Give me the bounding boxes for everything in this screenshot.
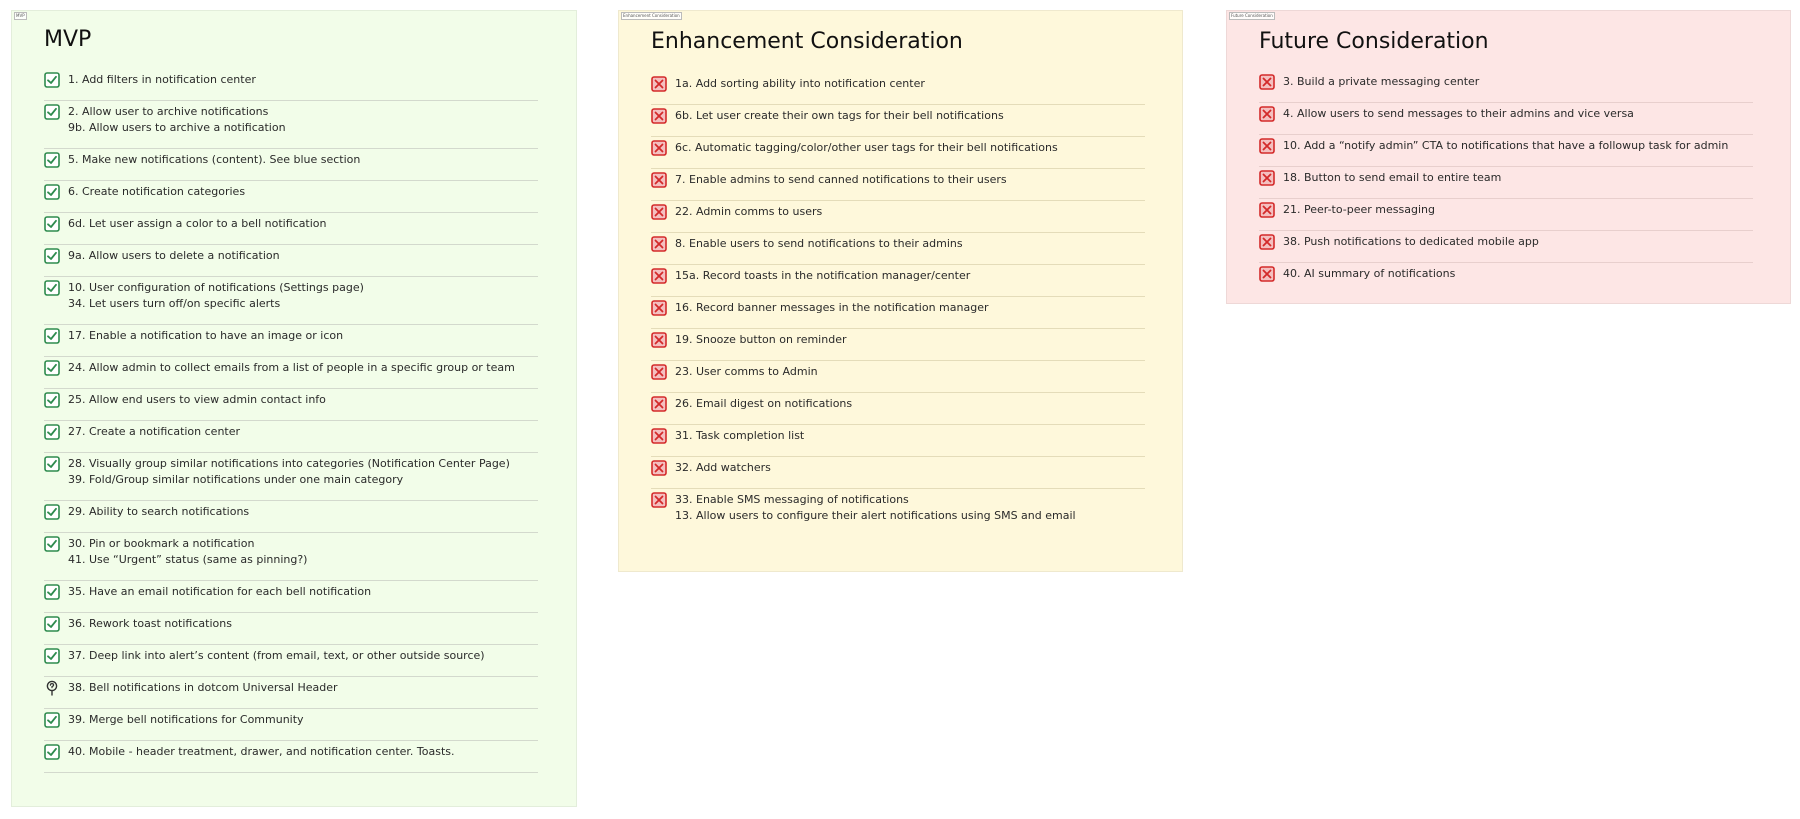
item-line: 35. Have an email notification for each bell notification — [68, 585, 372, 598]
item-text — [675, 73, 925, 92]
item-text — [68, 677, 338, 696]
x-box-icon — [1259, 138, 1275, 154]
item-list — [44, 69, 538, 773]
check-box-icon — [44, 744, 60, 760]
item-line: 3. Build a private messaging center — [1283, 75, 1480, 88]
x-box-icon — [651, 268, 667, 284]
item-text — [68, 69, 256, 88]
list-item[interactable] — [651, 105, 1145, 137]
x-box-icon — [651, 204, 667, 220]
item-text — [1283, 231, 1539, 250]
item-line: 29. Ability to search notifications — [68, 505, 250, 518]
check-box-icon — [44, 424, 60, 440]
list-item[interactable] — [44, 709, 538, 741]
check-box-icon — [44, 104, 60, 120]
item-line: 1. Add filters in notification center — [68, 73, 256, 86]
list-item[interactable] — [44, 581, 538, 613]
check-box-icon — [44, 280, 60, 296]
list-item[interactable] — [651, 393, 1145, 425]
item-text — [68, 325, 343, 344]
item-text — [68, 389, 326, 408]
list-item[interactable] — [44, 421, 538, 453]
frame-title: Enhancement Consideration — [651, 29, 963, 54]
item-line: 40. AI summary of notifications — [1283, 267, 1456, 280]
item-text — [68, 213, 327, 232]
item-line: 2. Allow user to archive notifications — [68, 105, 269, 118]
list-item[interactable] — [44, 69, 538, 101]
item-line: 22. Admin comms to users — [675, 205, 823, 218]
list-item[interactable] — [651, 489, 1145, 537]
item-line: 39. Fold/Group similar notifications under one main category — [68, 473, 404, 486]
item-line: 9a. Allow users to delete a notification — [68, 249, 280, 262]
item-line: 15a. Record toasts in the notification manager/center — [675, 269, 971, 282]
list-item[interactable] — [1259, 199, 1753, 231]
x-box-icon — [1259, 74, 1275, 90]
list-item[interactable] — [651, 169, 1145, 201]
question-pin-icon — [44, 680, 60, 696]
list-item[interactable] — [1259, 71, 1753, 103]
x-box-icon — [651, 364, 667, 380]
item-text — [68, 277, 364, 312]
x-box-icon — [1259, 106, 1275, 122]
enhancement-frame[interactable] — [618, 10, 1183, 572]
item-line: 6d. Let user assign a color to a bell notification — [68, 217, 327, 230]
frame-title: MVP — [44, 27, 92, 52]
x-box-icon — [651, 396, 667, 412]
item-line: 41. Use “Urgent” status (same as pinning?) — [68, 553, 308, 566]
check-box-icon — [44, 392, 60, 408]
list-item[interactable] — [44, 149, 538, 181]
item-line: 40. Mobile - header treatment, drawer, and notification center. Toasts. — [68, 745, 455, 758]
check-box-icon — [44, 584, 60, 600]
item-line: 4. Allow users to send messages to their admins and vice versa — [1283, 107, 1634, 120]
check-box-icon — [44, 72, 60, 88]
item-text — [68, 741, 455, 760]
list-item[interactable] — [651, 265, 1145, 297]
item-line: 21. Peer-to-peer messaging — [1283, 203, 1435, 216]
item-text — [1283, 199, 1435, 218]
item-text — [675, 137, 1058, 156]
x-box-icon — [1259, 266, 1275, 282]
item-line: 8. Enable users to send notifications to their admins — [675, 237, 963, 250]
item-line: 26. Email digest on notifications — [675, 397, 853, 410]
list-item[interactable] — [44, 613, 538, 645]
list-item[interactable] — [44, 533, 538, 581]
check-box-icon — [44, 712, 60, 728]
item-line: 37. Deep link into alert’s content (from email, text, or other outside source) — [68, 649, 485, 662]
list-item[interactable] — [1259, 231, 1753, 263]
item-line: 10. Add a “notify admin” CTA to notifications that have a followup task for admin — [1283, 139, 1729, 152]
frame-tag: Future Consideration — [1231, 13, 1273, 18]
list-item[interactable] — [651, 297, 1145, 329]
item-line: 10. User configuration of notifications (Settings page) — [68, 281, 364, 294]
item-line: 39. Merge bell notifications for Community — [68, 713, 304, 726]
list-item[interactable] — [44, 357, 538, 389]
x-box-icon — [651, 492, 667, 508]
x-box-icon — [651, 140, 667, 156]
list-item[interactable] — [1259, 167, 1753, 199]
item-text — [675, 265, 970, 284]
item-line: 23. User comms to Admin — [675, 365, 818, 378]
list-item[interactable] — [44, 101, 538, 149]
item-line: 33. Enable SMS messaging of notifications — [675, 493, 909, 506]
item-line: 13. Allow users to configure their alert notifications using SMS and email — [675, 509, 1076, 522]
list-item[interactable] — [651, 457, 1145, 489]
item-text — [68, 149, 360, 168]
item-text — [68, 453, 510, 488]
frame-tag: Enhancement Consideration — [623, 13, 680, 18]
item-text — [675, 393, 852, 412]
x-box-icon — [651, 428, 667, 444]
item-line: 24. Allow admin to collect emails from a list of people in a specific group or team — [68, 361, 515, 374]
list-item[interactable] — [1259, 135, 1753, 167]
item-text — [68, 421, 240, 440]
list-item[interactable] — [44, 181, 538, 213]
x-box-icon — [651, 236, 667, 252]
check-box-icon — [44, 248, 60, 264]
item-text — [675, 489, 1076, 524]
item-text — [675, 105, 1004, 124]
list-item[interactable] — [44, 325, 538, 357]
item-line: 36. Rework toast notifications — [68, 617, 232, 630]
list-item[interactable] — [44, 741, 538, 773]
frame-title: Future Consideration — [1259, 29, 1489, 54]
check-box-icon — [44, 152, 60, 168]
item-text — [68, 245, 280, 264]
list-item[interactable] — [651, 233, 1145, 265]
item-text — [68, 709, 304, 728]
item-line: 27. Create a notification center — [68, 425, 241, 438]
item-text — [68, 645, 485, 664]
check-box-icon — [44, 184, 60, 200]
item-line: 18. Button to send email to entire team — [1283, 171, 1502, 184]
check-box-icon — [44, 216, 60, 232]
item-line: 25. Allow end users to view admin contact info — [68, 393, 326, 406]
item-line: 7. Enable admins to send canned notifications to their users — [675, 173, 1007, 186]
x-box-icon — [651, 172, 667, 188]
item-line: 6. Create notification categories — [68, 185, 246, 198]
item-text — [1283, 71, 1479, 90]
list-item[interactable] — [651, 361, 1145, 393]
check-box-icon — [44, 328, 60, 344]
item-text — [68, 533, 307, 568]
mvp-frame[interactable] — [11, 10, 577, 807]
list-item[interactable] — [651, 329, 1145, 361]
item-line: 31. Task completion list — [675, 429, 805, 442]
item-text — [68, 101, 286, 136]
item-text — [675, 361, 818, 380]
list-item[interactable] — [1259, 263, 1753, 295]
list-item[interactable] — [651, 201, 1145, 233]
item-text — [68, 501, 249, 520]
x-box-icon — [1259, 170, 1275, 186]
item-text — [1283, 167, 1501, 186]
item-text — [675, 297, 988, 316]
list-item[interactable] — [44, 645, 538, 677]
item-line: 17. Enable a notification to have an image or icon — [68, 329, 344, 342]
check-box-icon — [44, 648, 60, 664]
list-item[interactable] — [44, 213, 538, 245]
item-list — [651, 73, 1145, 537]
list-item[interactable] — [651, 137, 1145, 169]
item-text — [675, 233, 963, 252]
item-text — [675, 329, 846, 348]
check-box-icon — [44, 504, 60, 520]
list-item[interactable] — [1259, 103, 1753, 135]
item-line: 6c. Automatic tagging/color/other user tags for their bell notifications — [675, 141, 1058, 154]
list-item[interactable] — [651, 425, 1145, 457]
list-item[interactable] — [44, 453, 538, 501]
item-text — [1283, 135, 1728, 154]
item-line: 1a. Add sorting ability into notification center — [675, 77, 925, 90]
list-item[interactable] — [44, 245, 538, 277]
list-item[interactable] — [44, 677, 538, 709]
x-box-icon — [651, 460, 667, 476]
check-box-icon — [44, 456, 60, 472]
item-line: 32. Add watchers — [675, 461, 771, 474]
check-box-icon — [44, 360, 60, 376]
list-item[interactable] — [44, 389, 538, 421]
item-text — [675, 457, 771, 476]
item-text — [68, 581, 371, 600]
list-item[interactable] — [44, 501, 538, 533]
list-item[interactable] — [651, 73, 1145, 105]
x-box-icon — [651, 300, 667, 316]
x-box-icon — [1259, 234, 1275, 250]
item-text — [675, 201, 822, 220]
item-text — [68, 613, 232, 632]
item-text — [68, 357, 515, 376]
item-line: 34. Let users turn off/on specific alerts — [68, 297, 281, 310]
item-line: 9b. Allow users to archive a notification — [68, 121, 286, 134]
x-box-icon — [1259, 202, 1275, 218]
check-box-icon — [44, 536, 60, 552]
list-item[interactable] — [44, 277, 538, 325]
frame-tag: MVP — [16, 13, 25, 18]
item-line: 6b. Let user create their own tags for their bell notifications — [675, 109, 1004, 122]
item-line: 30. Pin or bookmark a notification — [68, 537, 255, 550]
item-line: 38. Bell notifications in dotcom Universal Header — [68, 681, 338, 694]
item-list — [1259, 71, 1753, 295]
item-line: 19. Snooze button on reminder — [675, 333, 847, 346]
item-text — [1283, 103, 1634, 122]
x-box-icon — [651, 76, 667, 92]
item-line: 28. Visually group similar notifications into categories (Notification Center Page) — [68, 457, 510, 470]
item-line: 38. Push notifications to dedicated mobile app — [1283, 235, 1539, 248]
item-line: 16. Record banner messages in the notification manager — [675, 301, 989, 314]
future-frame[interactable] — [1226, 10, 1791, 304]
item-line: 5. Make new notifications (content). See blue section — [68, 153, 361, 166]
x-box-icon — [651, 108, 667, 124]
check-box-icon — [44, 616, 60, 632]
item-text — [675, 169, 1007, 188]
x-box-icon — [651, 332, 667, 348]
item-text — [675, 425, 804, 444]
item-text — [1283, 263, 1455, 282]
item-text — [68, 181, 245, 200]
